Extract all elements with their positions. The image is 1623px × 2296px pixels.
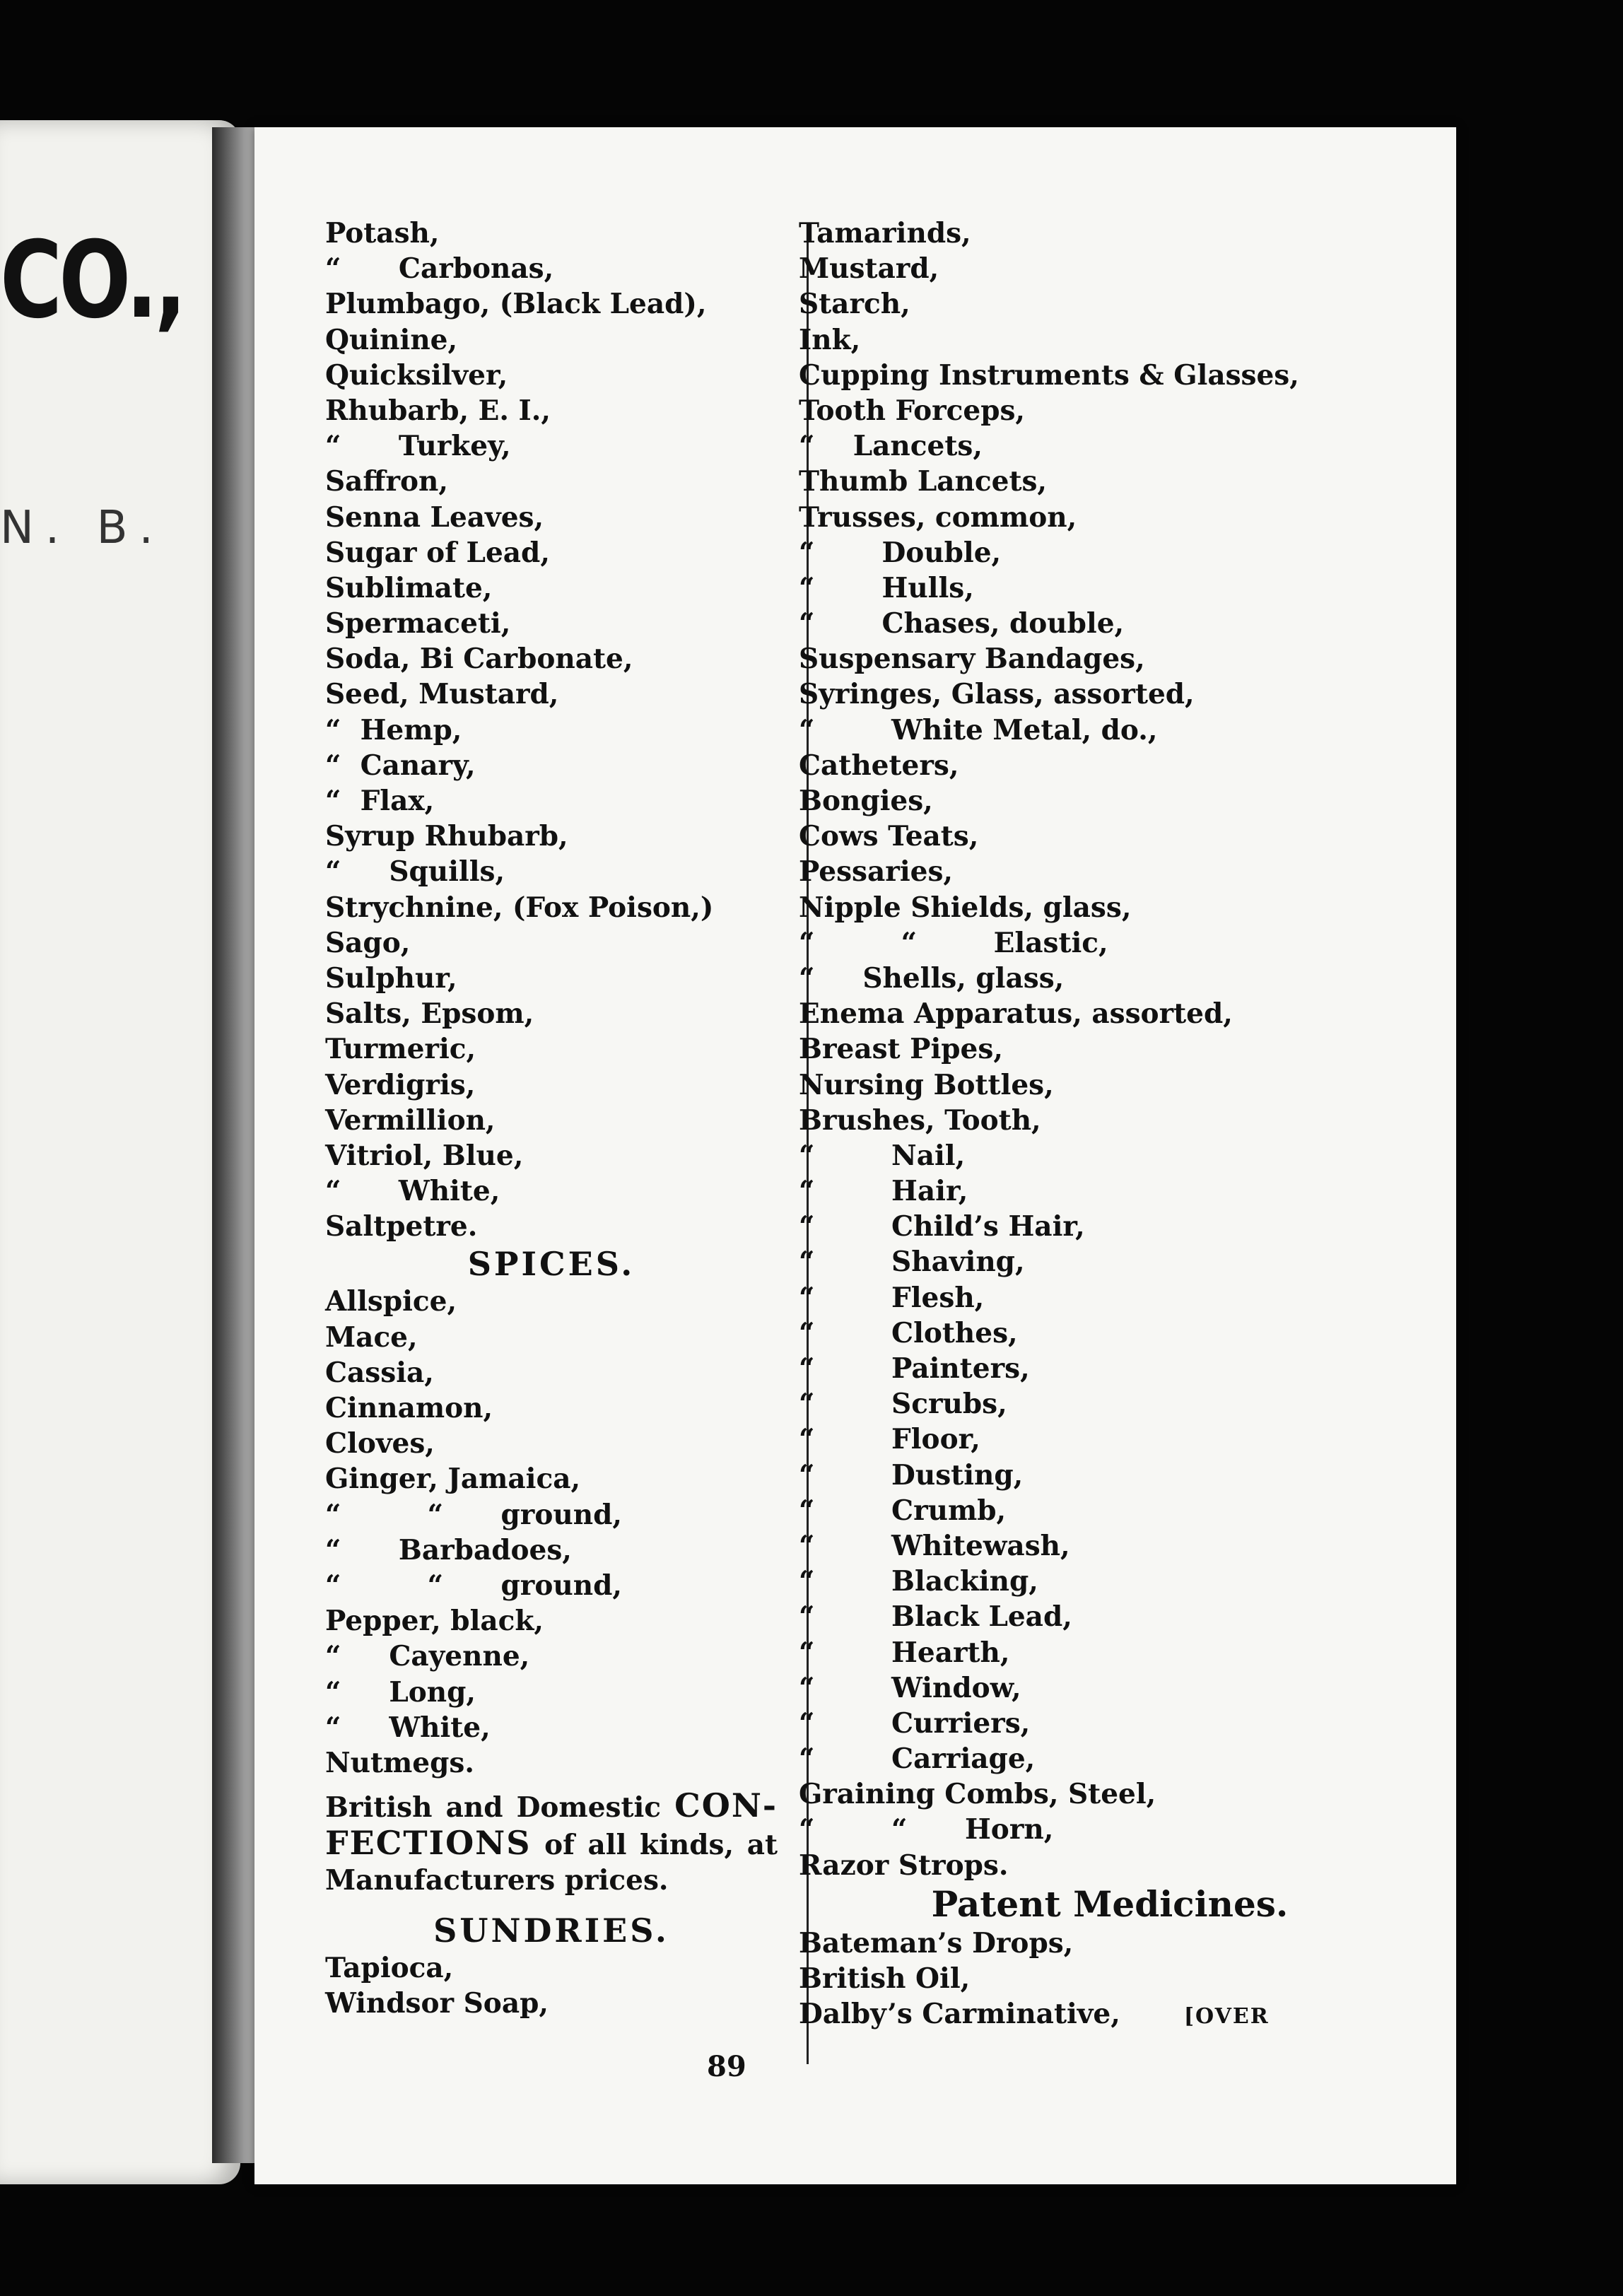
list-item: Senna Leaves, xyxy=(325,500,544,534)
list-item: Spermaceti, xyxy=(325,607,511,640)
list-item: Trusses, common, xyxy=(799,500,1077,534)
list-item: Sugar of Lead, xyxy=(325,536,550,569)
catchword: [OVER xyxy=(1183,2004,1270,2030)
list-item: Suspensary Bandages, xyxy=(799,643,1145,676)
list-item: Bongies, xyxy=(799,785,933,817)
list-item: “ Shells, glass, xyxy=(799,961,1065,995)
left-column xyxy=(325,216,778,2021)
list-item: “ White, xyxy=(325,1711,491,1744)
confections-pre: British and Domestic xyxy=(325,1791,675,1824)
list-item: Thumb Lancets, xyxy=(799,465,1047,498)
list-item: Allspice, xyxy=(325,1285,457,1318)
list-item: “ Turkey, xyxy=(325,430,511,463)
list-item: “ Scrubs, xyxy=(799,1388,1007,1421)
last-line xyxy=(799,1996,1421,2032)
list-item: Ginger, Jamaica, xyxy=(325,1463,581,1496)
list-item: Quicksilver, xyxy=(325,358,508,392)
confections-big1: CON- xyxy=(674,1786,778,1825)
list-item: “ Carriage, xyxy=(799,1742,1036,1776)
list-item: Sulphur, xyxy=(325,961,457,995)
list-item: “ Clothes, xyxy=(799,1316,1018,1349)
list-item: Nursing Bottles, xyxy=(799,1068,1054,1101)
list-item: Saffron, xyxy=(325,465,448,498)
list-item: Potash, xyxy=(325,217,440,250)
list-item: “ Flax, xyxy=(325,785,435,817)
list-item: “ Crumb, xyxy=(799,1494,1007,1527)
list-item: “ Black Lead, xyxy=(799,1600,1072,1634)
list-item: Pessaries, xyxy=(799,855,953,889)
confections-big2: FECTIONS xyxy=(325,1824,532,1863)
list-item: “ Hemp, xyxy=(325,713,462,746)
patent-medicines-heading: Patent Medicines. xyxy=(931,1882,1289,1925)
confections-post: of all kinds, at Manufacturers prices. xyxy=(325,1829,778,1897)
right-item-list xyxy=(799,216,1421,1883)
list-item: Tooth Forceps, xyxy=(799,394,1025,427)
list-item: “ Shaving, xyxy=(799,1246,1025,1279)
list-item: Turmeric, xyxy=(325,1033,476,1066)
list-item: “ “ Elastic, xyxy=(799,926,1108,959)
facing-page-location: N. B. xyxy=(0,502,165,554)
list-item: “ Lancets, xyxy=(799,430,983,463)
patent-list xyxy=(799,1926,1421,1996)
list-item: Seed, Mustard, xyxy=(325,678,559,711)
list-item: Brushes, Tooth, xyxy=(799,1103,1041,1137)
list-item: Syringes, Glass, assorted, xyxy=(799,678,1195,711)
list-item: “ Blacking, xyxy=(799,1565,1038,1598)
list-item: Vitriol, Blue, xyxy=(325,1139,524,1172)
list-item: “ Painters, xyxy=(799,1352,1030,1385)
list-item: “ Long, xyxy=(325,1675,476,1709)
list-item: “ White, xyxy=(325,1175,500,1208)
list-item: Mace, xyxy=(325,1320,418,1354)
list-item: Cupping Instruments & Glasses, xyxy=(799,358,1299,392)
list-item: Mustard, xyxy=(799,252,939,286)
list-item: “ Carbonas, xyxy=(325,252,554,286)
spices-heading: SPICES. xyxy=(467,1245,635,1284)
list-item: British Oil, xyxy=(799,1962,971,1995)
list-item: Ink, xyxy=(799,323,861,356)
list-item: Graining Combs, Steel, xyxy=(799,1778,1156,1811)
list-item: Sago, xyxy=(325,926,411,959)
list-item: “ Child’s Hair, xyxy=(799,1210,1085,1243)
facing-page xyxy=(0,120,240,2184)
left-item-list xyxy=(325,216,778,1244)
list-item: “ Curriers, xyxy=(799,1706,1031,1740)
list-item: Cassia, xyxy=(325,1356,434,1389)
facing-page-heading: CO., xyxy=(0,219,184,342)
page-number: 89 xyxy=(707,2050,746,2083)
list-item: Salts, Epsom, xyxy=(325,997,534,1031)
list-item: “ Flesh, xyxy=(799,1281,985,1314)
list-item: “ Nail, xyxy=(799,1139,966,1172)
list-item: Cows Teats, xyxy=(799,820,979,853)
list-item: “ Double, xyxy=(799,536,1002,569)
list-item: Catheters, xyxy=(799,749,959,782)
list-item: “ “ ground, xyxy=(325,1498,622,1531)
list-item: Starch, xyxy=(799,288,910,321)
list-item: “ Dusting, xyxy=(799,1458,1024,1492)
list-item: Pepper, black, xyxy=(325,1605,544,1638)
list-item: “ Hearth, xyxy=(799,1636,1010,1669)
list-item: “ Barbadoes, xyxy=(325,1533,572,1566)
list-item: Nutmegs. xyxy=(325,1746,474,1779)
list-item: Sublimate, xyxy=(325,571,493,604)
list-item: “ “ Horn, xyxy=(799,1813,1054,1846)
list-item: “ Canary, xyxy=(325,749,476,782)
list-item: “ White Metal, do., xyxy=(799,713,1158,746)
list-item: Soda, Bi Carbonate, xyxy=(325,643,633,676)
list-item: “ Window, xyxy=(799,1671,1021,1704)
list-item: Strychnine, (Fox Poison,) xyxy=(325,891,714,924)
list-item: Windsor Soap, xyxy=(325,1987,549,2020)
sundries-heading: SUNDRIES. xyxy=(433,1911,669,1950)
list-item: Breast Pipes, xyxy=(799,1033,1003,1066)
list-item: Syrup Rhubarb, xyxy=(325,820,568,853)
list-item: Bateman’s Drops, xyxy=(799,1926,1074,1960)
list-item: Enema Apparatus, assorted, xyxy=(799,997,1233,1031)
list-item: “ Cayenne, xyxy=(325,1640,530,1673)
list-item: “ Squills, xyxy=(325,855,505,889)
list-item: “ Floor, xyxy=(799,1423,980,1456)
list-item: Rhubarb, E. I., xyxy=(325,394,551,427)
list-item: Nipple Shields, glass, xyxy=(799,891,1132,924)
list-item: Verdigris, xyxy=(325,1068,476,1101)
list-item: Plumbago, (Black Lead), xyxy=(325,288,707,321)
book-page xyxy=(254,127,1456,2184)
sundries-list xyxy=(325,1950,778,2021)
list-item: Saltpetre. xyxy=(325,1210,478,1243)
last-line-text: Dalby’s Carminative, xyxy=(799,1998,1120,2031)
spices-list xyxy=(325,1284,778,1781)
list-item: “ Chases, double, xyxy=(799,607,1125,640)
confections-notice xyxy=(325,1788,778,1898)
list-item: Vermillion, xyxy=(325,1103,496,1137)
list-item: Razor Strops. xyxy=(799,1849,1009,1882)
list-item: Cinnamon, xyxy=(325,1392,493,1424)
list-item: “ Whitewash, xyxy=(799,1529,1070,1562)
list-item: Cloves, xyxy=(325,1427,435,1460)
right-column xyxy=(799,216,1421,2032)
list-item: Tapioca, xyxy=(325,1952,454,1985)
list-item: Tamarinds, xyxy=(799,217,971,250)
list-item: “ “ ground, xyxy=(325,1569,622,1602)
list-item: “ Hulls, xyxy=(799,571,974,604)
list-item: Quinine, xyxy=(325,323,458,356)
list-item: “ Hair, xyxy=(799,1175,968,1208)
